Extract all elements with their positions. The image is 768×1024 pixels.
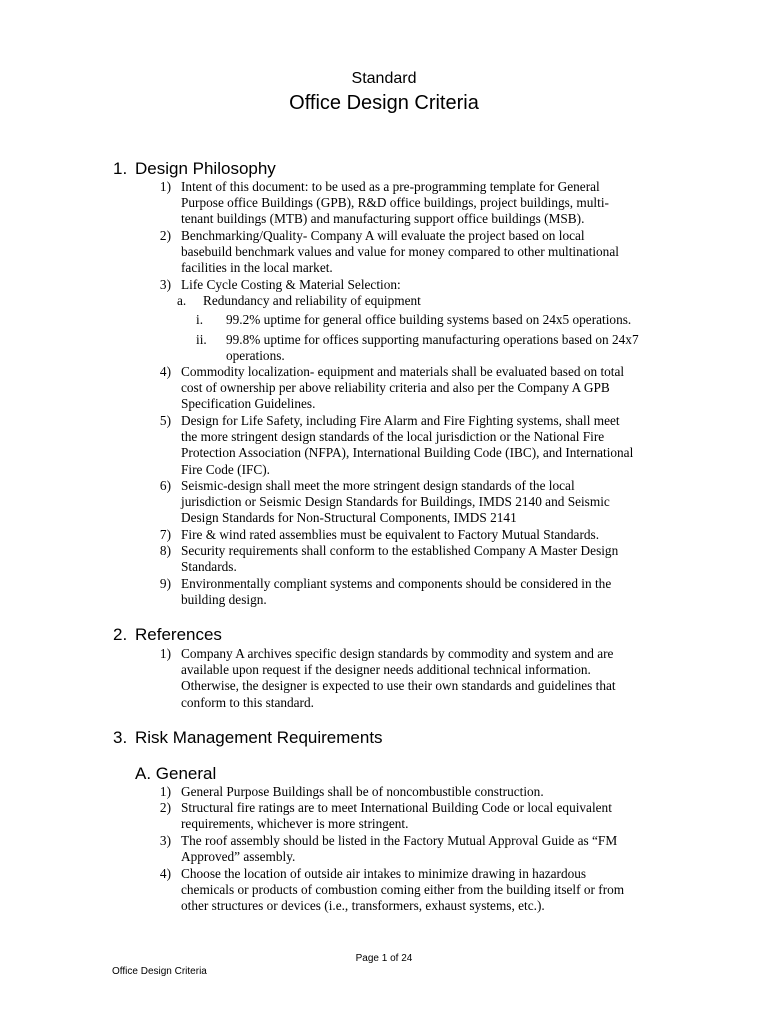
section-heading-risk-management <box>113 728 513 750</box>
list-item-line: Structural fire ratings are to meet International Building Code or local equivalent <box>181 800 612 815</box>
list-item <box>159 800 612 832</box>
list-marker: 2) <box>159 800 171 815</box>
list-item <box>159 866 625 915</box>
list-marker: 1) <box>159 646 171 661</box>
list-item-line: Otherwise, the designer is expected to use their own standards and guidelines that <box>181 678 616 694</box>
list-item <box>159 228 619 277</box>
list-item-line: other structures or devices (i.e., transformers, exhaust systems, etc.). <box>181 898 545 914</box>
list-item-line: Fire & wind rated assemblies must be equivalent to Factory Mutual Standards. <box>181 527 600 542</box>
list-marker: 6) <box>159 478 171 493</box>
list-item-line: facilities in the local market. <box>181 260 333 276</box>
section-number: 2. <box>113 625 128 644</box>
list-item <box>159 277 401 293</box>
list-item-line: chemicals or products of combustion coming either from the building itself or from <box>181 882 625 898</box>
list-marker: 5) <box>159 413 171 428</box>
list-item-line: cost of ownership per above reliability criteria and also per the Company A GPB <box>181 380 610 396</box>
footer-document-name: Office Design Criteria <box>112 966 207 977</box>
section-number: 3. <box>113 728 128 747</box>
document-type: Standard <box>351 70 417 87</box>
list-item-line: Life Cycle Costing & Material Selection: <box>181 277 401 292</box>
list-item-line: Choose the location of outside air intakes to minimize drawing in hazardous <box>181 866 587 881</box>
list-item-line: Protection Association (NFPA), International Building Code (IBC), and International <box>181 445 634 461</box>
list-item <box>177 293 421 309</box>
list-item-line: operations. <box>226 348 285 364</box>
list-item-line: jurisdiction or Seismic Design Standards for Buildings, IMDS 2140 and Seismic <box>181 494 610 510</box>
list-marker: 3) <box>159 277 171 292</box>
section-title: Design Philosophy <box>135 159 276 178</box>
list-item-line: Purpose office Buildings (GPB), R&D office buildings, project buildings, multi- <box>181 195 609 211</box>
list-item <box>159 413 634 478</box>
list-marker: ii. <box>196 332 207 347</box>
list-marker: i. <box>196 312 204 327</box>
list-item-line: basebuild benchmark values and value for money compared to other multinational <box>181 244 619 260</box>
list-item-line: 99.2% uptime for general office building systems based on 24x5 operations. <box>226 312 632 327</box>
list-item-line: Design for Life Safety, including Fire Alarm and Fire Fighting systems, shall meet <box>181 413 620 428</box>
list-item-line: available upon request if the designer needs additional technical information. <box>181 662 591 678</box>
list-item <box>159 784 544 800</box>
list-marker: a. <box>177 293 187 308</box>
list-item-line: Fire Code (IFC). <box>181 461 271 477</box>
list-item-line: the more stringent design standards of the local jurisdiction or the National Fire <box>181 429 605 445</box>
section-title: Risk Management Requirements <box>135 728 383 747</box>
list-item <box>159 179 609 228</box>
list-item-line: Commodity localization- equipment and materials shall be evaluated based on total <box>181 364 625 379</box>
list-marker: 7) <box>159 527 171 542</box>
list-item-line: The roof assembly should be listed in the Factory Mutual Approval Guide as “FM <box>181 833 618 848</box>
list-item <box>159 646 616 711</box>
list-item <box>196 312 632 328</box>
list-item-line: 99.8% uptime for offices supporting manufacturing operations based on 24x7 <box>226 332 639 347</box>
list-item <box>159 478 610 527</box>
list-item <box>196 332 639 364</box>
document-title: Office Design Criteria <box>289 92 479 114</box>
list-item-line: Company A archives specific design standards by commodity and system and are <box>181 646 614 661</box>
list-marker: 4) <box>159 364 171 379</box>
list-item-line: tenant buildings (MTB) and manufacturing support office buildings (MSB). <box>181 211 585 227</box>
list-marker: 2) <box>159 228 171 243</box>
list-item <box>159 833 618 865</box>
list-item-line: Approved” assembly. <box>181 849 296 865</box>
list-item-line: Specification Guidelines. <box>181 396 316 412</box>
section-heading-design-philosophy <box>113 159 513 181</box>
section-number: 1. <box>113 159 128 178</box>
list-item <box>159 527 600 543</box>
list-item-line: Standards. <box>181 559 237 575</box>
list-item <box>159 576 612 608</box>
list-marker: 4) <box>159 866 171 881</box>
list-item-line: Design Standards for Non-Structural Components, IMDS 2141 <box>181 510 517 526</box>
list-item-line: Security requirements shall conform to the established Company A Master Design <box>181 543 619 558</box>
section-title: References <box>135 625 222 644</box>
list-item-line: General Purpose Buildings shall be of noncombustible construction. <box>181 784 544 799</box>
list-item-line: requirements, whichever is more stringent. <box>181 816 409 832</box>
list-item-line: conform to this standard. <box>181 694 314 710</box>
list-item-line: Benchmarking/Quality- Company A will evaluate the project based on local <box>181 228 585 243</box>
section-heading-references <box>113 625 513 647</box>
list-item <box>159 543 619 575</box>
list-marker: 8) <box>159 543 171 558</box>
list-item <box>159 364 625 413</box>
page-number: Page 1 of 24 <box>355 953 413 964</box>
list-item-line: Environmentally compliant systems and components should be considered in the <box>181 576 612 591</box>
list-item-line: Redundancy and reliability of equipment <box>203 293 421 308</box>
list-marker: 3) <box>159 833 171 848</box>
list-marker: 9) <box>159 576 171 591</box>
list-item-line: Intent of this document: to be used as a pre-programming template for General <box>181 179 600 194</box>
subsection-heading-general: A. General <box>135 764 217 783</box>
list-item-line: building design. <box>181 592 267 608</box>
list-marker: 1) <box>159 784 171 799</box>
list-item-line: Seismic-design shall meet the more stringent design standards of the local <box>181 478 575 493</box>
list-marker: 1) <box>159 179 171 194</box>
